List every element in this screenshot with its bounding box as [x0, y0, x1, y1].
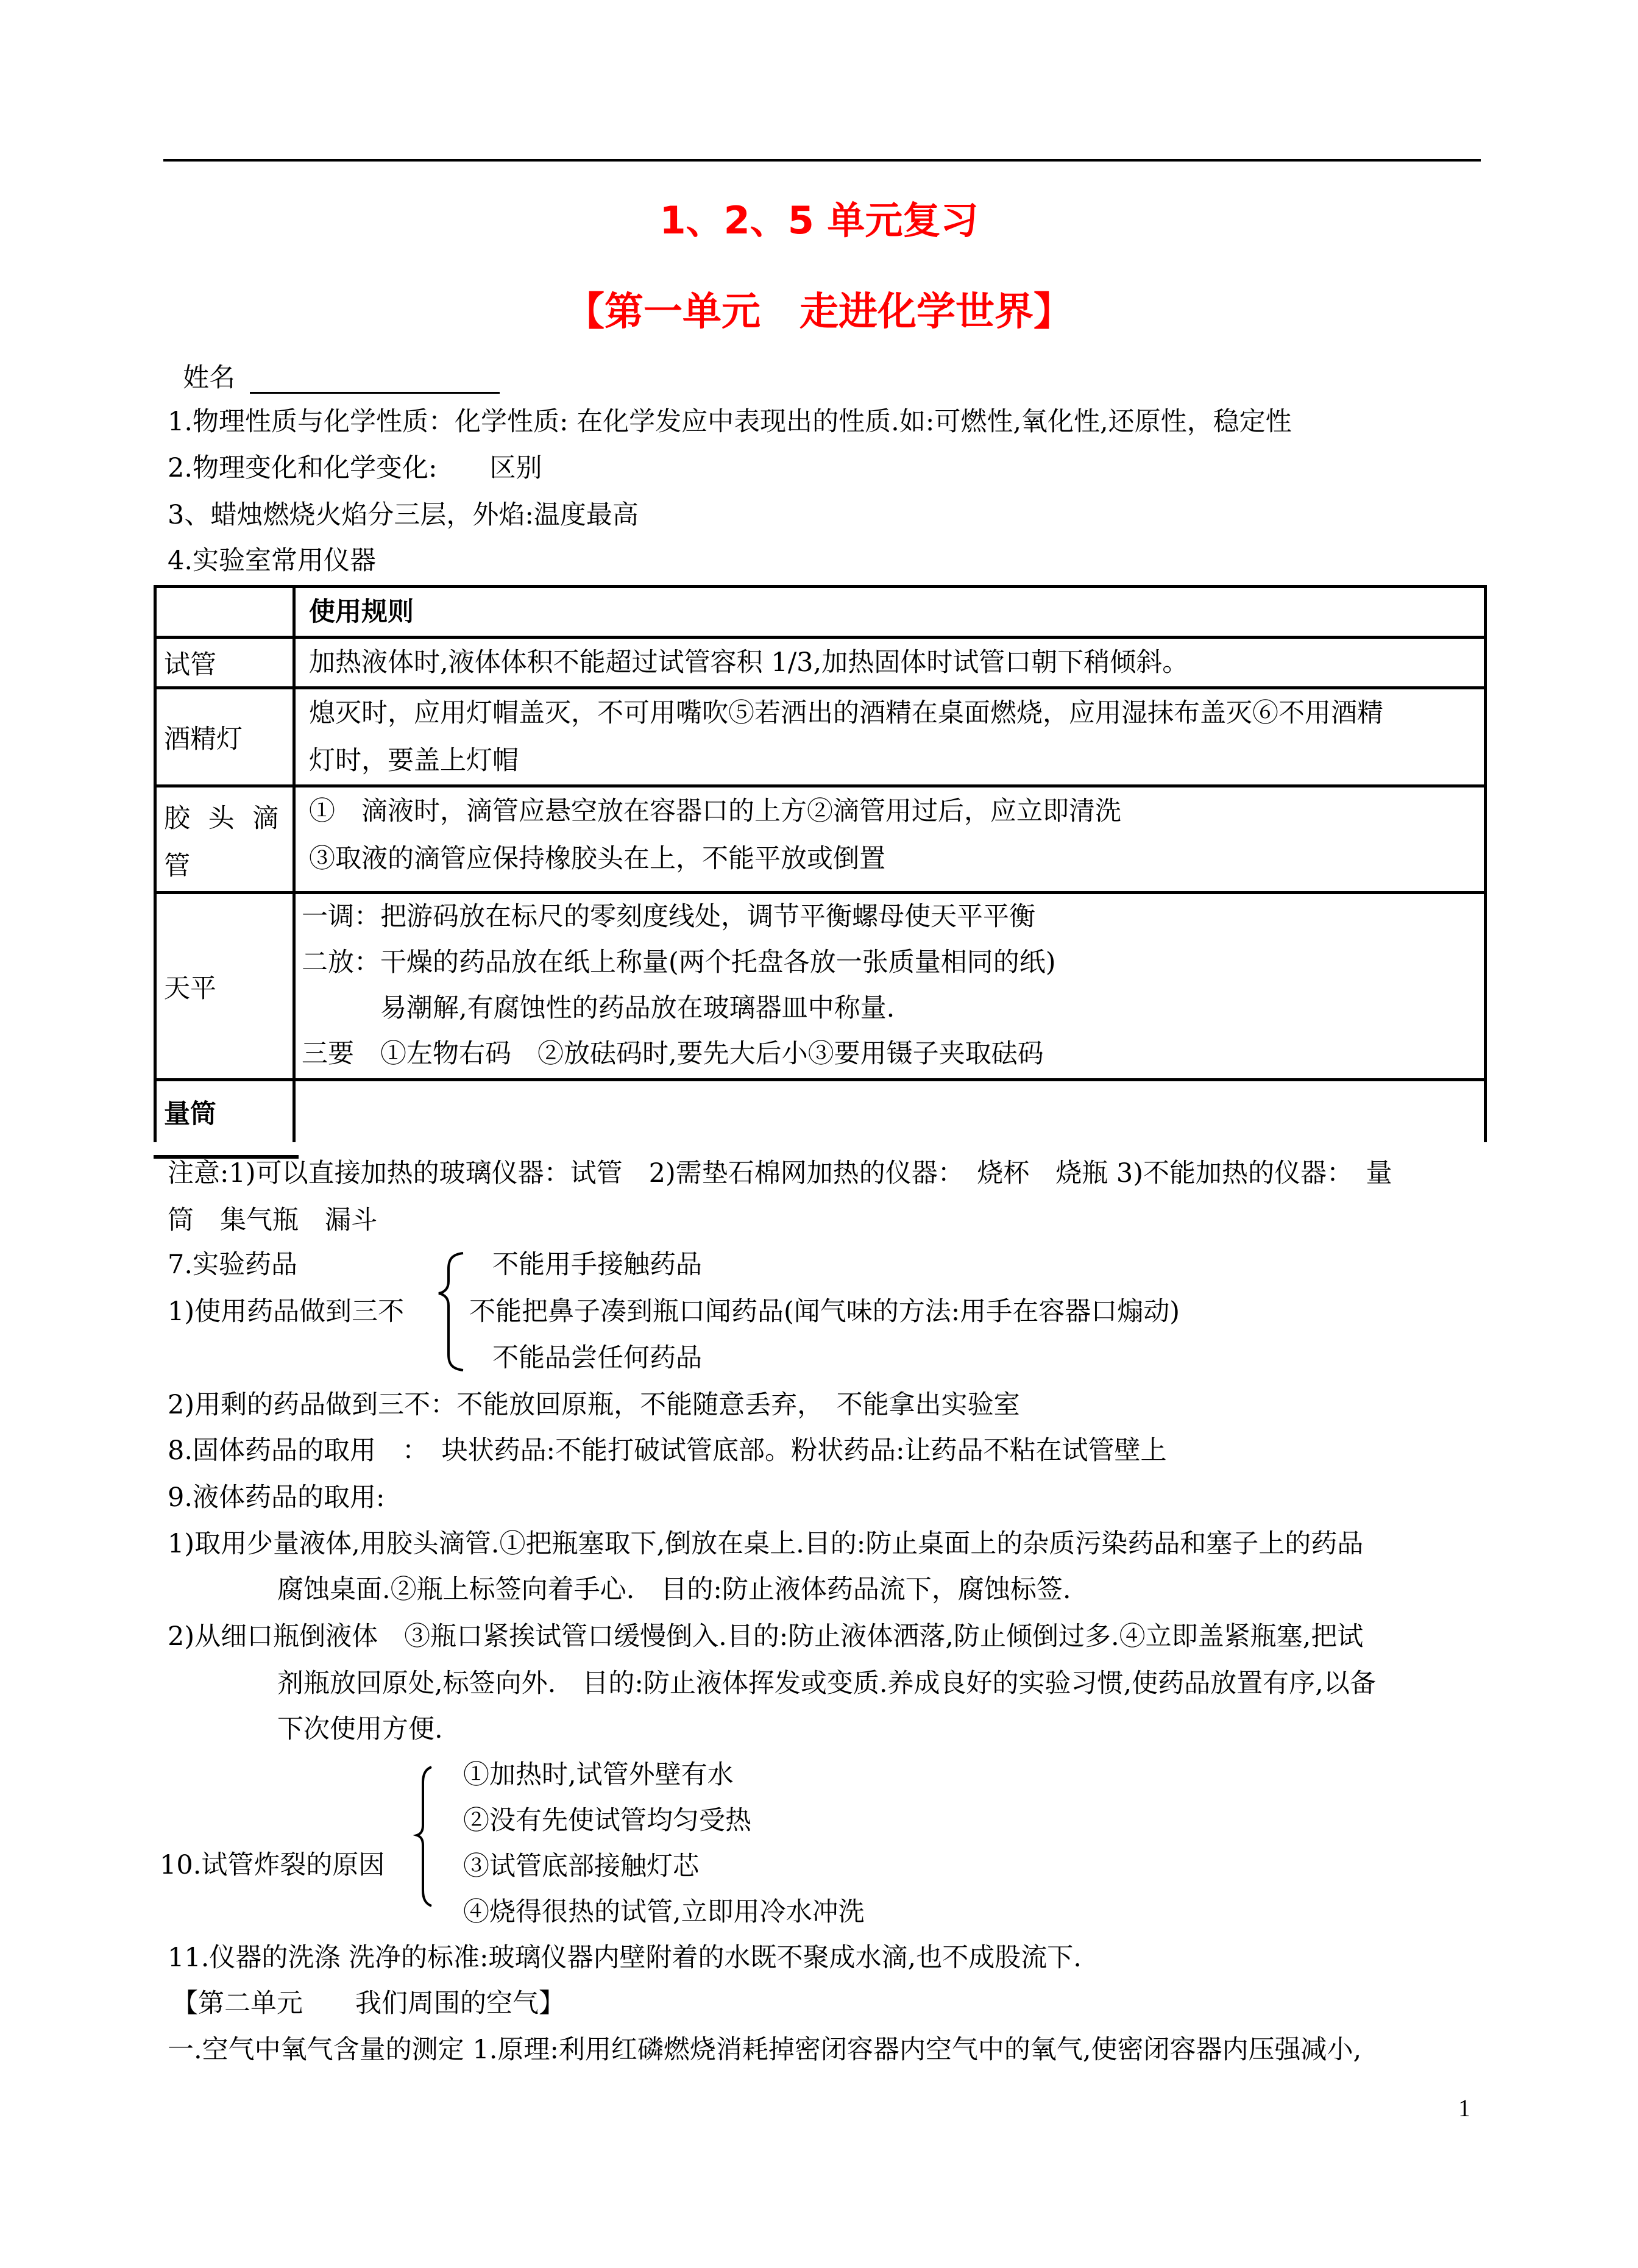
item-7-1-label: 1)使用药品做到三不	[168, 1296, 405, 1327]
instrument-table	[154, 585, 1487, 1142]
item-9-2a: 2)从细口瓶倒液体 ③瓶口紧挨试管口缓慢倒入.目的:防止液体洒落,防止倾倒过多.④立即盖紧瓶塞,把试	[168, 1621, 1364, 1652]
table-row	[154, 636, 1487, 686]
item-7-2: 2)用剩的药品做到三不：不能放回原瓶，不能随意丢弃， 不能拿出实验室	[168, 1390, 1020, 1420]
header-rule	[163, 159, 1481, 162]
item-10-label: 10.试管炸裂的原因	[160, 1850, 385, 1880]
note-line-2: 筒 集气瓶 漏斗	[168, 1205, 377, 1235]
item-9-2c: 下次使用方便.	[277, 1714, 443, 1744]
table-header-col2	[296, 588, 1484, 636]
name-input-line[interactable]	[250, 392, 500, 394]
item-7-1-rule: 不能用手接触药品	[492, 1250, 702, 1280]
item-8: 8.固体药品的取用 ： 块状药品:不能打破试管底部。粉状药品:让药品不粘在试管壁上	[168, 1435, 1167, 1466]
rule-line: ① 滴液时，滴管应悬空放在容器口的上方②滴管用过后，应立即清洗	[309, 796, 1121, 827]
table-row	[154, 891, 1487, 1078]
unit1-heading: 【第一单元 走进化学世界】	[566, 290, 1072, 335]
document-title: 1、2、5 单元复习	[659, 198, 979, 243]
item-9-2b: 剂瓶放回原处,标签向外. 目的:防止液体挥发或变质.养成良好的实验习惯,使药品放置有序,以备	[277, 1668, 1376, 1699]
item-10-cause: ④烧得很热的试管,立即用冷水冲洗	[463, 1897, 865, 1927]
item-9: 9.液体药品的取用:	[168, 1482, 385, 1513]
rule-line: 二放：干燥的药品放在纸上称量(两个托盘各放一张质量相同的纸)	[302, 947, 1056, 978]
table-row	[154, 784, 1487, 891]
unit2-heading: 【第二单元 我们周围的空气】	[172, 1988, 565, 2019]
item-7-1-rule: 不能把鼻子凑到瓶口闻药品(闻气味的方法:用手在容器口煽动)	[469, 1296, 1180, 1327]
row-rules	[296, 1081, 1484, 1142]
item-7-1-rule: 不能品尝任何药品	[492, 1343, 702, 1373]
left-brace-icon	[410, 1765, 434, 1911]
row-name: 试管	[157, 639, 296, 686]
item-1: 1.物理性质与化学性质：化学性质: 在化学发应中表现出的性质.如:可燃性,氧化性,还原性，稳定性	[168, 407, 1292, 437]
item-9-1a: 1)取用少量液体,用胶头滴管.①把瓶塞取下,倒放在桌上.目的:防止桌面上的杂质污染药品和塞子上的药品	[168, 1529, 1364, 1559]
item-4: 4.实验室常用仪器	[168, 546, 377, 576]
item-7-title: 7.实验药品	[168, 1250, 298, 1280]
table-header-col1	[157, 588, 296, 636]
header-label: 使用规则	[309, 597, 414, 627]
item-10-cause: ②没有先使试管均匀受热	[463, 1805, 751, 1836]
row-name: 酒精灯	[157, 689, 296, 784]
row-rules	[296, 689, 1484, 784]
rule-line: 三要 ①左物右码 ②放砝码时,要先大后小③要用镊子夹取砝码	[302, 1039, 1044, 1069]
table-row	[154, 686, 1487, 784]
unit2-item-1: 一.空气中氧气含量的测定 1.原理:利用红磷燃烧消耗掉密闭容器内空气中的氧气,使密闭容器内压强减小,	[168, 2035, 1362, 2065]
table-header-row	[154, 585, 1487, 636]
table-row	[154, 1078, 1487, 1142]
rule-line: ③取液的滴管应保持橡胶头在上，不能平放或倒置	[309, 844, 885, 874]
item-2: 2.物理变化和化学变化: 区别	[168, 453, 542, 483]
item-10-cause: ③试管底部接触灯芯	[463, 1851, 699, 1882]
rule-line: 加热液体时,液体体积不能超过试管容积 1/3,加热固体时试管口朝下稍倾斜。	[309, 647, 1189, 678]
row-name: 天平	[157, 894, 296, 1078]
page-number: 1	[1458, 2094, 1470, 2122]
note-line-1: 注意:1)可以直接加热的玻璃仪器：试管 2)需垫石棉网加热的仪器： 烧杯 烧瓶 3)不能加热的仪器： 量	[168, 1158, 1392, 1189]
rule-line: 灯时，要盖上灯帽	[309, 745, 519, 776]
row-rules	[296, 639, 1484, 686]
item-11: 11.仪器的洗涤 洗净的标准:玻璃仪器内壁附着的水既不聚成水滴,也不成股流下.	[168, 1943, 1082, 1973]
left-brace-icon	[434, 1251, 470, 1373]
row-name: 胶 头 滴 管	[157, 787, 296, 891]
rule-line: 易潮解,有腐蚀性的药品放在玻璃器皿中称量.	[302, 993, 895, 1023]
row-name: 量筒	[157, 1081, 296, 1142]
row-rules	[296, 894, 1484, 1078]
item-10-cause: ①加热时,试管外壁有水	[463, 1760, 734, 1790]
rule-line: 熄灭时，应用灯帽盖灭，不可用嘴吹⑤若洒出的酒精在桌面燃烧，应用湿抹布盖灭⑥不用酒精	[309, 698, 1383, 728]
item-9-1b: 腐蚀桌面.②瓶上标签向着手心. 目的:防止液体药品流下，腐蚀标签.	[277, 1574, 1071, 1605]
row-rules	[296, 787, 1484, 891]
rule-line: 一调：把游码放在标尺的零刻度线处，调节平衡螺母使天平平衡	[302, 901, 1035, 932]
name-label: 姓名	[183, 363, 235, 393]
item-3: 3、蜡烛燃烧火焰分三层，外焰:温度最高	[168, 500, 639, 530]
